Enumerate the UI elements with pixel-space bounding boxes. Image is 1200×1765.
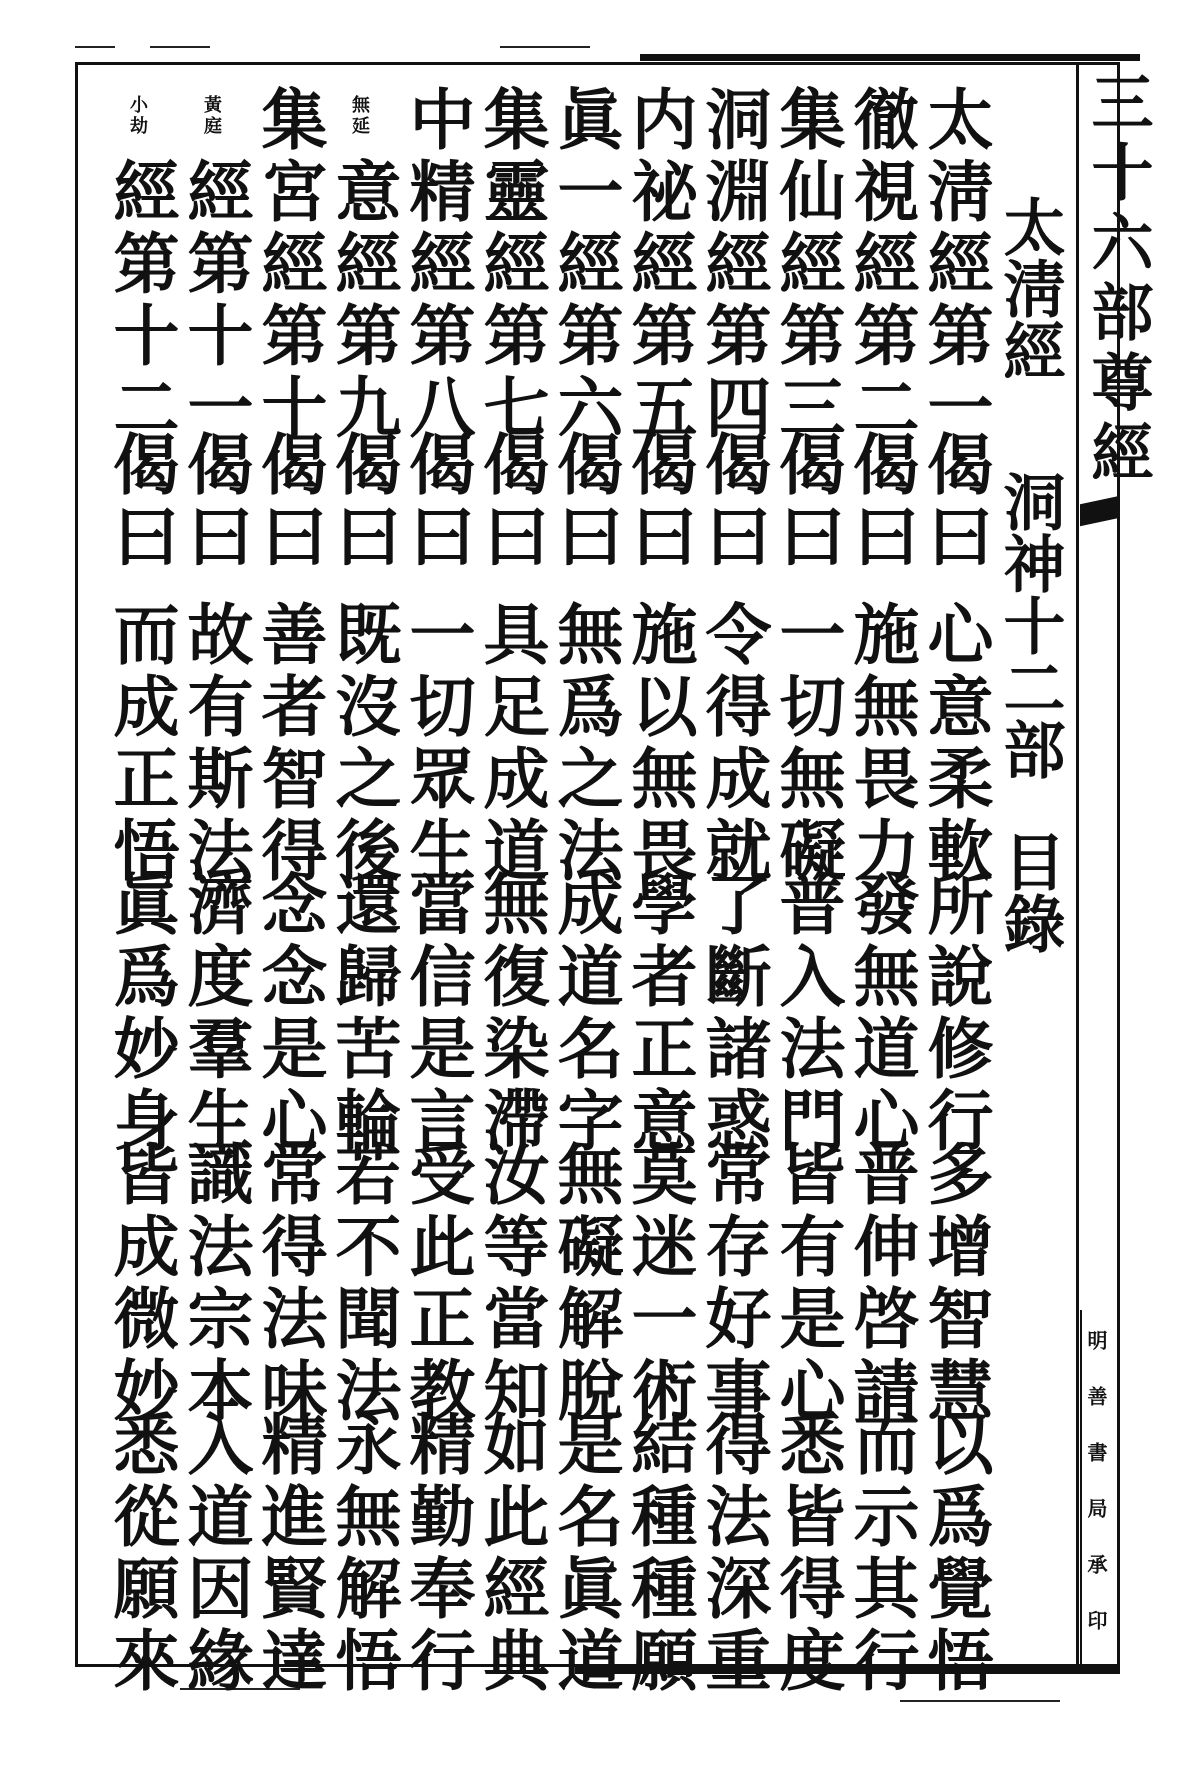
entry-title: 意經第九 (324, 157, 402, 445)
verse-line: 皆成微妙 (102, 1140, 180, 1428)
entry-note: 小劫 (127, 95, 148, 137)
entry-title: 集仙經第三 (768, 85, 846, 445)
verse-line: 皆有是心 (768, 1140, 846, 1428)
verse-line: 具足成道 (472, 600, 550, 888)
verse-intro: 偈曰 (324, 430, 402, 574)
frame-top-rule (640, 54, 1140, 61)
verse-line: 發無道心 (842, 870, 920, 1158)
verse-line: 成道名字 (546, 870, 624, 1158)
running-title: 三十六部尊經 (1081, 70, 1154, 490)
verse-line: 若不聞法 (324, 1140, 402, 1428)
verse-line: 普入法門 (768, 870, 846, 1158)
verse-line: 常得法味 (250, 1140, 328, 1428)
verse-line: 了斷諸惑 (694, 870, 772, 1158)
verse-line: 眞爲妙身 (102, 870, 180, 1158)
entry-title: 集宮經第十 (250, 85, 328, 445)
verse-line: 受此正教 (398, 1140, 476, 1428)
margin-rule (1076, 62, 1079, 1667)
verse-line: 普伸啓請 (842, 1140, 920, 1428)
verse-line: 故有斯法 (176, 600, 254, 888)
entry-title: 眞一經第六 (546, 85, 624, 445)
verse-line: 無爲之法 (546, 600, 624, 888)
verse-line: 如此經典 (472, 1410, 550, 1698)
scan-artifact (75, 46, 115, 48)
verse-line: 汝等當知 (472, 1140, 550, 1428)
entry-title: 中精經第八 (398, 85, 476, 445)
verse-line: 一切眾生 (398, 600, 476, 888)
verse-intro: 偈曰 (768, 430, 846, 574)
verse-line: 悉皆得度 (768, 1410, 846, 1698)
entry-title: 經第十一 (176, 157, 254, 445)
verse-line: 精進賢達 (250, 1410, 328, 1698)
verse-intro: 偈曰 (102, 430, 180, 574)
verse-line: 一切無礙 (768, 600, 846, 888)
verse-line: 得法深重 (694, 1410, 772, 1698)
verse-line: 既沒之後 (324, 600, 402, 888)
book-title: 太淸經 (993, 195, 1066, 381)
entry-title: 太淸經第一 (916, 85, 994, 445)
entry-note: 黃庭 (201, 95, 222, 137)
scan-artifact (500, 46, 590, 48)
verse-line: 所說修行 (916, 870, 994, 1158)
scan-artifact (150, 46, 210, 48)
verse-line: 精勤奉行 (398, 1410, 476, 1698)
verse-line: 濟度羣生 (176, 870, 254, 1158)
entry-title: 内祕經第五 (620, 85, 698, 445)
verse-intro: 偈曰 (398, 430, 476, 574)
entry-note: 無延 (349, 95, 370, 137)
verse-line: 結種種願 (620, 1410, 698, 1698)
verse-line: 是名眞道 (546, 1410, 624, 1698)
verse-intro: 偈曰 (916, 430, 994, 574)
verse-intro: 偈曰 (250, 430, 328, 574)
verse-intro: 偈曰 (472, 430, 550, 574)
section-title: 洞神十二部 (993, 470, 1066, 780)
verse-intro: 偈曰 (842, 430, 920, 574)
verse-line: 入道因緣 (176, 1410, 254, 1698)
entry-title: 洞淵經第四 (694, 85, 772, 445)
verse-line: 還歸苦輪 (324, 870, 402, 1158)
verse-line: 以爲覺悟 (916, 1410, 994, 1698)
verse-line: 施無畏力 (842, 600, 920, 888)
verse-line: 心意柔軟 (916, 600, 994, 888)
verse-line: 念念是心 (250, 870, 328, 1158)
publisher-mark: 明善書局承印 (1084, 1330, 1108, 1666)
entry-title: 集靈經第七 (472, 85, 550, 445)
verse-intro: 偈曰 (694, 430, 772, 574)
verse-line: 無礙解脫 (546, 1140, 624, 1428)
toc-label: 目錄 (993, 830, 1066, 954)
verse-line: 當信是言 (398, 870, 476, 1158)
verse-line: 而成正悟 (102, 600, 180, 888)
verse-line: 無復染滯 (472, 870, 550, 1158)
verse-line: 永無解悟 (324, 1410, 402, 1698)
verse-line: 施以無畏 (620, 600, 698, 888)
verse-intro: 偈曰 (176, 430, 254, 574)
verse-line: 學者正意 (620, 870, 698, 1158)
scan-artifact (900, 1700, 1060, 1702)
verse-line: 善者智得 (250, 600, 328, 888)
verse-line: 莫迷一術 (620, 1140, 698, 1428)
verse-line: 悉從願來 (102, 1410, 180, 1698)
entry-title: 經第十二 (102, 157, 180, 445)
entry-title: 徹視經第二 (842, 85, 920, 445)
verse-line: 令得成就 (694, 600, 772, 888)
verse-intro: 偈曰 (546, 430, 624, 574)
verse-line: 識法宗本 (176, 1140, 254, 1428)
verse-line: 常存好事 (694, 1140, 772, 1428)
verse-line: 多增智慧 (916, 1140, 994, 1428)
verse-line: 而示其行 (842, 1410, 920, 1698)
verse-intro: 偈曰 (620, 430, 698, 574)
